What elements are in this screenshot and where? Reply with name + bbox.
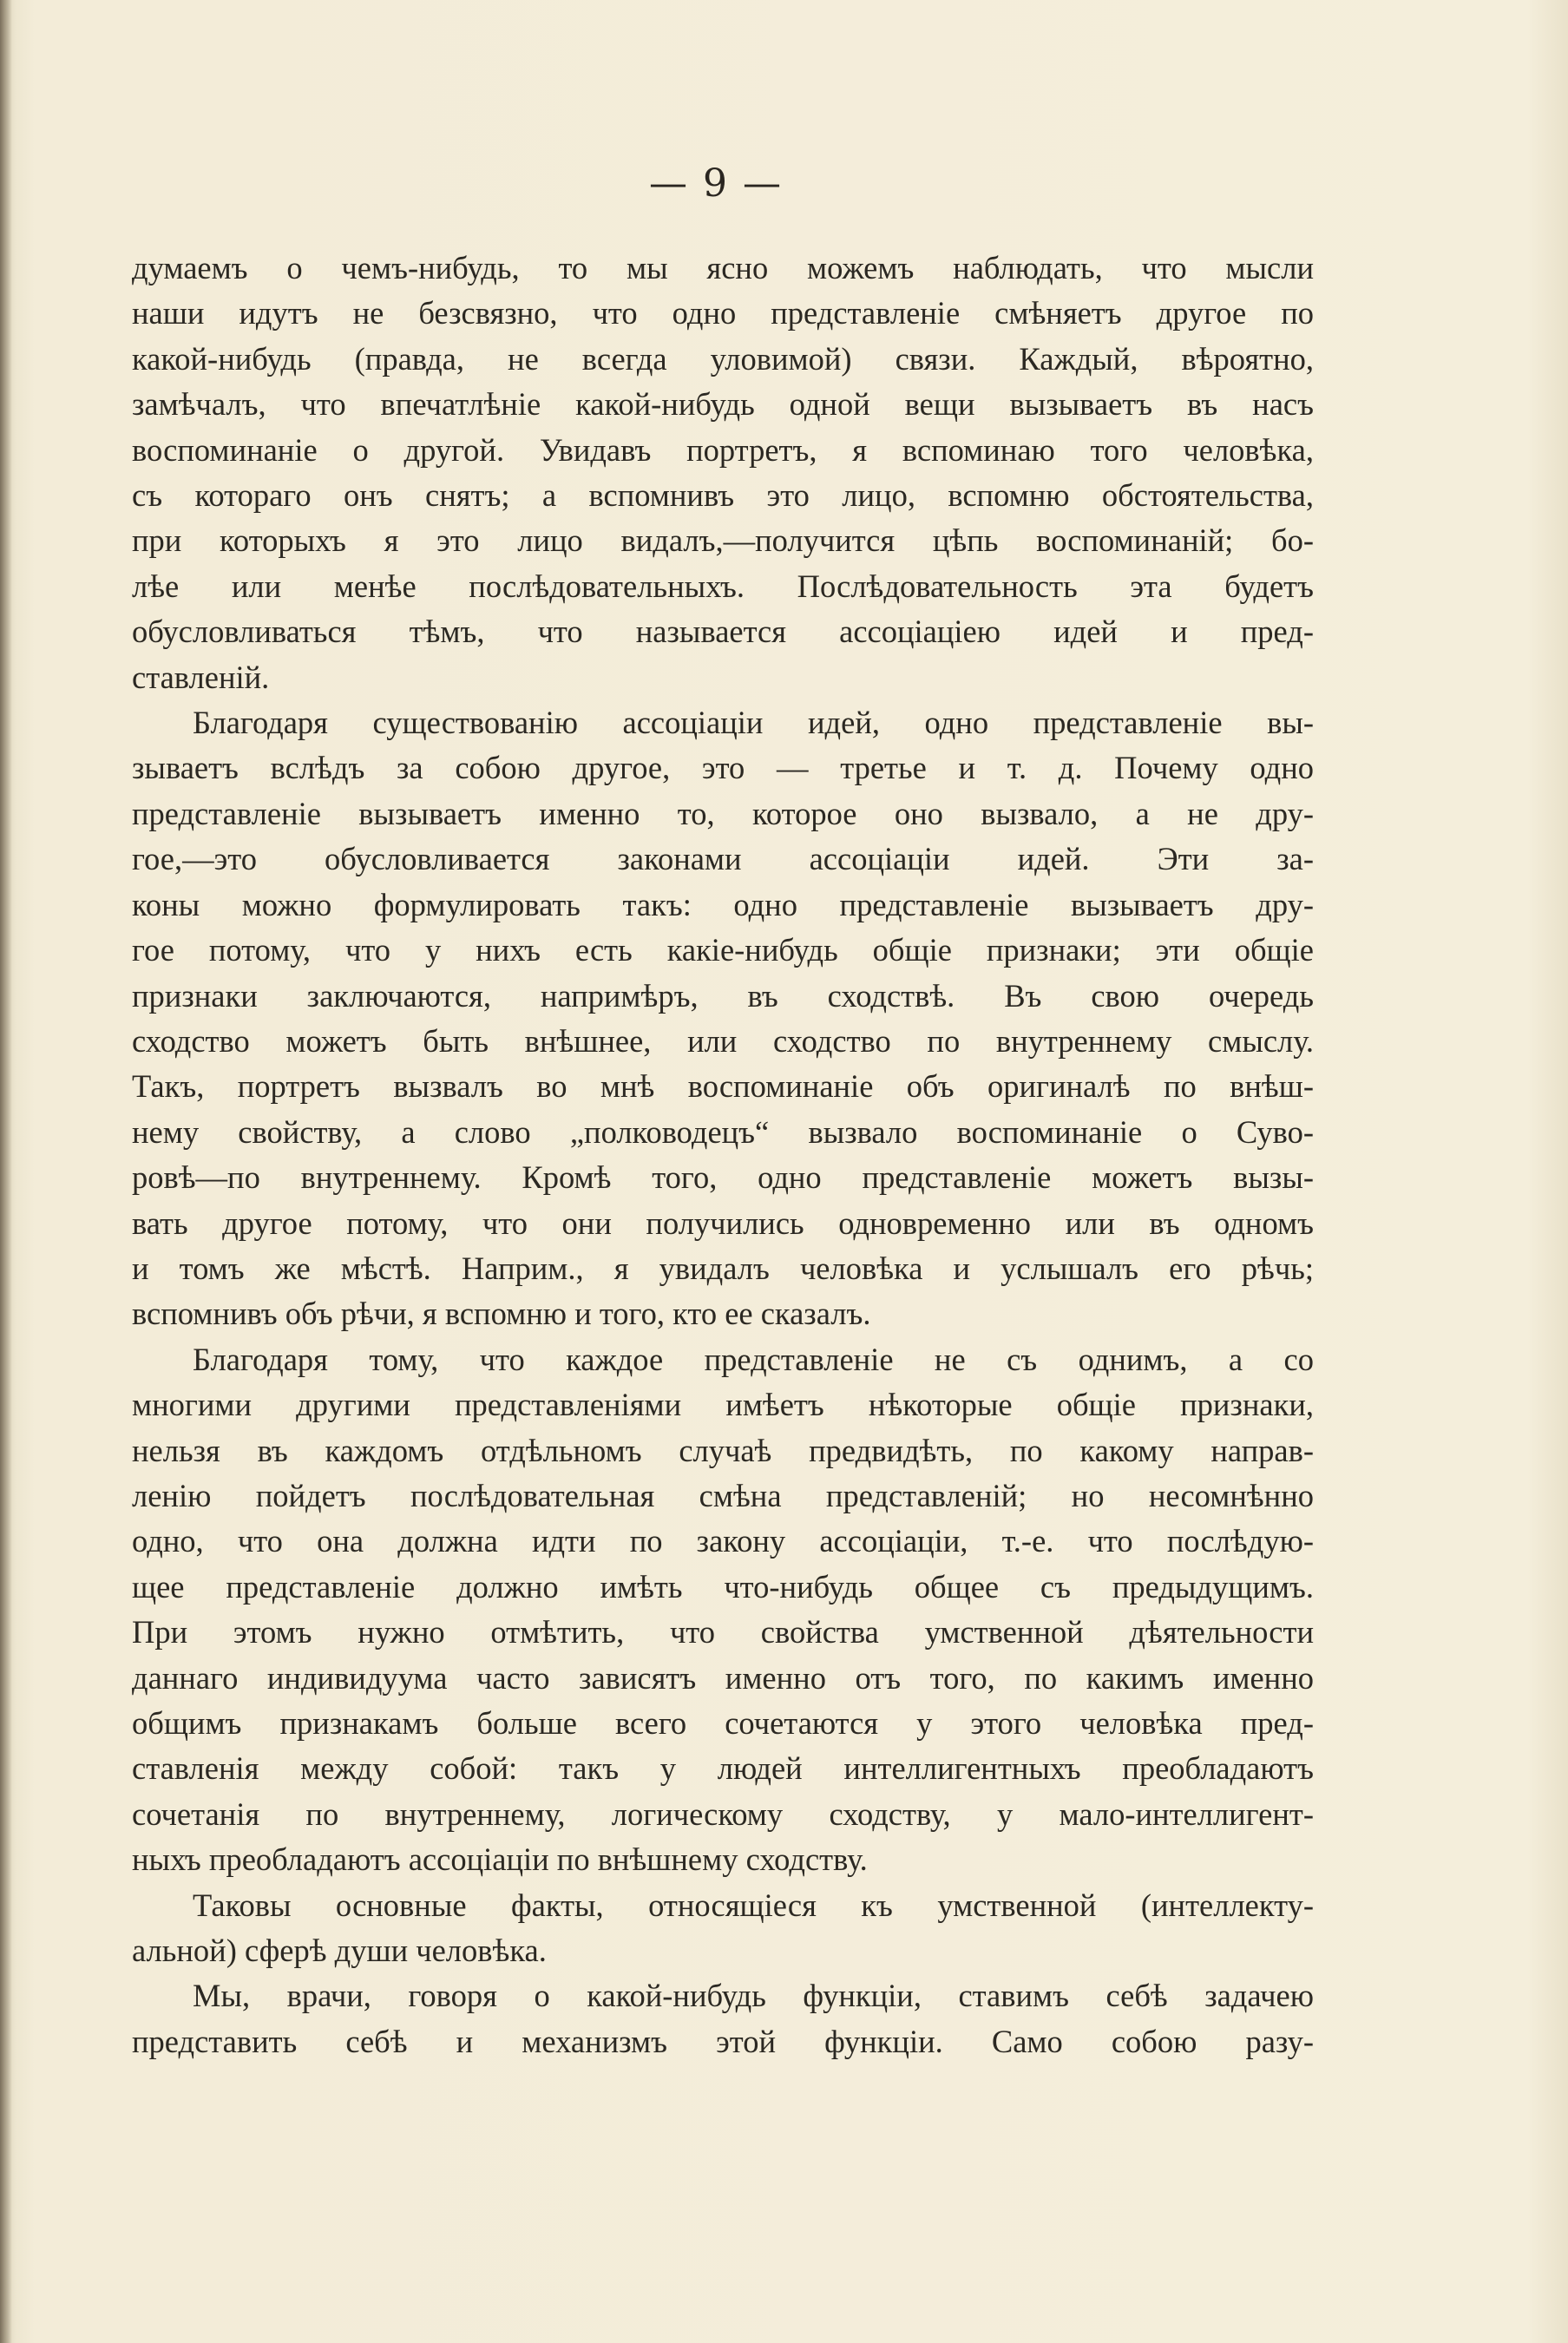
text-line: обусловливаться тѣмъ, что называется ассоціаціею идей и пред- xyxy=(132,614,1314,650)
text-line: щее представленіе должно имѣть что-нибудь общее съ предыдущимъ. xyxy=(132,1568,1314,1605)
text-line: воспоминаніе о другой. Увидавъ портретъ, я вспоминаю того человѣка, xyxy=(132,431,1314,468)
text-line: сходство можетъ быть внѣшнее, или сходство по внутреннему смыслу. xyxy=(132,1022,1314,1059)
paragraph-4 xyxy=(132,1883,1314,1974)
text-line: одно, что она должна идти по закону ассоціаціи, т.-е. что послѣдую- xyxy=(132,1523,1314,1559)
text-line: представленіе вызываетъ именно то, которое оно вызвало, а не дру- xyxy=(132,795,1314,831)
text-line: ленію пойдетъ послѣдовательная смѣна представленій; но несомнѣнно xyxy=(132,1477,1314,1513)
text-line: ставленій. xyxy=(132,659,270,695)
text-line: многими другими представленіями имѣетъ нѣкоторые общіе признаки, xyxy=(132,1387,1314,1423)
text-line: зываетъ вслѣдъ за собою другое, это — третье и т. д. Почему одно xyxy=(132,750,1314,786)
text-line: признаки заключаются, напримѣръ, въ сходствѣ. Въ свою очередь xyxy=(132,977,1314,1014)
paragraph-1 xyxy=(132,246,1314,700)
text-line: съ котораго онъ снятъ; а вспомнивъ это лицо, вспомню обстоятельства, xyxy=(132,477,1314,514)
text-line: нему свойству, а слово „полководецъ“ вызвало воспоминаніе о Суво- xyxy=(132,1113,1314,1150)
text-line: лѣе или менѣе послѣдовательныхъ. Послѣдовательность эта будетъ xyxy=(132,568,1314,604)
text-line: ныхъ преобладаютъ ассоціаціи по внѣшнему сходству. xyxy=(132,1841,868,1878)
text-line: ровѣ—по внутреннему. Кромѣ того, одно представленіе можетъ вызы- xyxy=(132,1159,1314,1196)
text-line: Такъ, портретъ вызвалъ во мнѣ воспоминаніе объ оригиналѣ по внѣш- xyxy=(132,1068,1314,1105)
paragraph-5 xyxy=(132,1973,1314,2064)
text-line: Благодаря существованію ассоціаціи идей, одно представленіе вы- xyxy=(193,705,1314,741)
text-line: какой-нибудь (правда, не всегда уловимой) связи. Каждый, вѣроятно, xyxy=(132,340,1314,377)
text-line: даннаго индивидуума часто зависятъ именно отъ того, по какимъ именно xyxy=(132,1659,1314,1696)
body-text xyxy=(132,246,1314,2064)
text-line: и томъ же мѣстѣ. Наприм., я увидалъ человѣка и услышалъ его рѣчь; xyxy=(132,1250,1314,1286)
text-line: при которыхъ я это лицо видалъ,—получится цѣпь воспоминаній; бо- xyxy=(132,522,1314,559)
text-line: Благодаря тому, что каждое представленіе не съ однимъ, а со xyxy=(193,1341,1314,1377)
text-line: вспомнивъ объ рѣчи, я вспомню и того, кто ее сказалъ. xyxy=(132,1296,871,1332)
text-line: коны можно формулировать такъ: одно представленіе вызываетъ дру- xyxy=(132,886,1314,922)
text-line: замѣчалъ, что впечатлѣніе какой-нибудь одной вещи вызываетъ въ насъ xyxy=(132,386,1314,423)
text-line: вать другое потому, что они получились одновременно или въ одномъ xyxy=(132,1204,1314,1241)
paragraph-2 xyxy=(132,700,1314,1337)
text-line: гое потому, что у нихъ есть какіе-нибудь общіе признаки; эти общіе xyxy=(132,932,1314,968)
page-number: — 9 — xyxy=(649,161,783,206)
text-line: альной) сферѣ души человѣка. xyxy=(132,1933,547,1969)
text-line: ставленія между собой: такъ у людей интеллигентныхъ преобладаютъ xyxy=(132,1750,1314,1787)
binding-edge xyxy=(0,0,12,2343)
text-line: думаемъ о чемъ-нибудь, то мы ясно можемъ наблюдать, что мысли xyxy=(132,250,1314,285)
text-line: Мы, врачи, говоря о какой-нибудь функціи, ставимъ себѣ задачею xyxy=(193,1978,1314,2014)
text-line: гое,—это обусловливается законами ассоціаціи идей. Эти за- xyxy=(132,841,1314,877)
text-line: нельзя въ каждомъ отдѣльномъ случаѣ предвидѣть, по какому направ- xyxy=(132,1432,1314,1468)
text-line: сочетанія по внутреннему, логическому сходству, у мало-интеллигент- xyxy=(132,1795,1314,1832)
text-line: При этомъ нужно отмѣтить, что свойства умственной дѣятельности xyxy=(132,1614,1314,1651)
text-line: представить себѣ и механизмъ этой функціи. Само собою разу- xyxy=(132,2023,1314,2059)
paragraph-3 xyxy=(132,1337,1314,1883)
text-line: наши идутъ не безсвязно, что одно представленіе смѣняетъ другое по xyxy=(132,295,1314,331)
text-line: Таковы основные факты, относящіеся къ умственной (интеллекту- xyxy=(193,1887,1314,1923)
text-line: общимъ признакамъ больше всего сочетаются у этого человѣка пред- xyxy=(132,1705,1314,1741)
